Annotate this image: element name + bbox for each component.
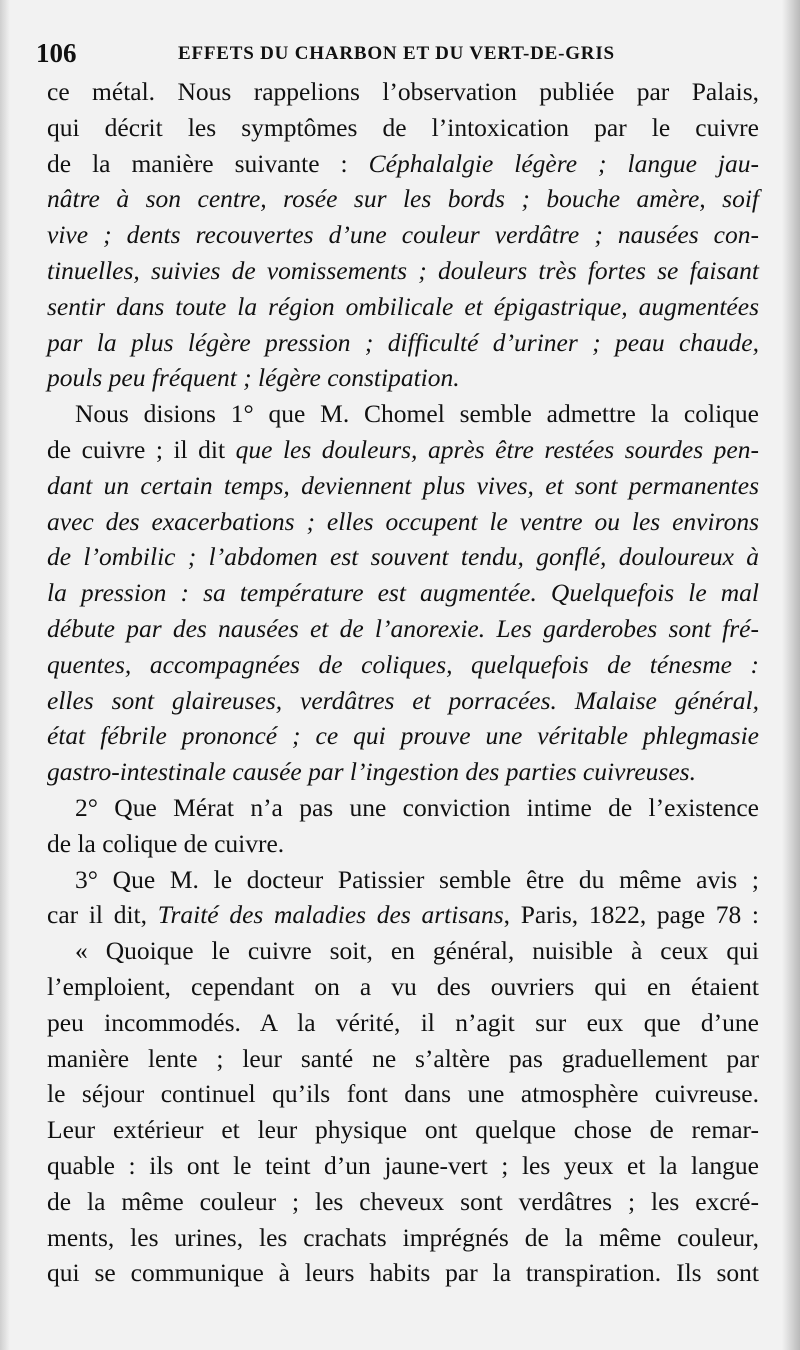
text-line [47,1148,759,1184]
text-line [47,181,759,217]
roman-text: Leur extérieur et leur physique ont quelque chose de remar- [47,1115,759,1145]
italic-text: gastro-intestinale causée par l’ingestion des parties cuivreuses. [47,757,696,787]
text-line [47,933,759,969]
roman-text: ce métal. Nous rappelions l’observation publiée par Palais, [47,77,759,106]
text-line [47,718,759,754]
text-line [47,74,759,110]
roman-text: quable : ils ont le teint d’un jaune-vert ; les yeux et la langue [47,1150,759,1180]
text-line [47,146,759,182]
italic-text: quentes, accompagnées de coliques, quelquefois de ténesme : [47,649,759,679]
roman-text: de cuivre ; il dit [47,434,236,464]
italic-text: que les douleurs, après être restées sourdes pen- [235,434,759,464]
roman-text: de la manière suivante : [47,148,369,178]
roman-text: Nous disions 1° que M. Chomel semble admettre la colique [75,399,759,429]
italic-text: Céphalalgie légère ; langue jau- [368,148,759,178]
italic-text: dant un certain temps, deviennent plus vives, et sont permanentes [47,470,759,500]
roman-text: , Paris, 1822, page 78 : [503,900,760,930]
text-line [47,575,759,611]
text-line [47,647,759,683]
running-head [36,38,766,68]
text-line [47,1255,759,1291]
text-line [47,1112,759,1148]
roman-text: car il dit, [47,900,158,930]
text-line [47,611,759,647]
roman-text: manière lente ; leur santé ne s’altère pas graduellement par [47,1043,759,1073]
text-line [47,1005,759,1041]
page-number: 106 [36,38,77,68]
text-line [47,325,759,361]
roman-text: ments, les urines, les crachats imprégnés de la même couleur, [47,1222,759,1252]
text-line [47,217,759,253]
italic-text: elles sont glaireuses, verdâtres et porracées. Malaise général, [47,685,759,715]
roman-text: le séjour continuel qu’ils font dans une atmosphère cuivreuse. [47,1079,759,1109]
text-line [47,253,759,289]
text-line [47,539,759,575]
text-line [47,1184,759,1220]
text-line [47,790,759,826]
italic-text: nâtre à son centre, rosée sur les bords ; bouche amère, soif [47,184,759,214]
italic-text: pouls peu fréquent ; légère constipation. [47,363,460,393]
italic-text: tinuelles, suivies de vomissements ; douleurs très fortes se faisant [47,255,759,285]
roman-text: peu incommodés. A la vérité, il n’agit sur eux que d’une [47,1007,759,1037]
roman-text: de la même couleur ; les cheveux sont verdâtres ; les excré- [47,1186,759,1216]
text-line [47,897,759,933]
italic-text: état fébrile prononcé ; ce qui prouve une véritable phlegmasie [47,721,759,751]
roman-text: 2° Que Mérat n’a pas une conviction intime de l’existence [75,792,759,822]
roman-text: qui décrit les symptômes de l’intoxication par le cuivre [47,112,759,142]
text-line [47,862,759,898]
text-line [47,110,759,146]
italic-text: avec des exacerbations ; elles occupent le ventre ou les environs [47,506,759,536]
text-line [47,432,759,468]
text-line [47,754,759,790]
text-line [47,468,759,504]
italic-text: de l’ombilic ; l’abdomen est souvent tendu, gonflé, douloureux à [47,542,759,572]
text-line [47,396,759,432]
text-line [47,1041,759,1077]
text-line [47,504,759,540]
italic-text: sentir dans toute la région ombilicale et épigastrique, augmentées [47,291,759,321]
roman-text: qui se communique à leurs habits par la transpiration. Ils sont [47,1258,759,1288]
italic-text: vive ; dents recouvertes d’une couleur verdâtre ; nausées con- [47,220,759,250]
italic-text: par la plus légère pression ; difficulté d’uriner ; peau chaude, [47,327,759,357]
roman-text: l’emploient, cependant on a vu des ouvriers qui en étaient [47,971,759,1001]
roman-text: 3° Que M. le docteur Patissier semble être du même avis ; [75,864,759,894]
text-line [47,1220,759,1256]
text-line [47,289,759,325]
text-line [47,969,759,1005]
body-text [47,74,759,1291]
italic-text: la pression : sa température est augmentée. Quelquefois le mal [47,578,759,608]
roman-text: de la colique de cuivre. [47,828,285,858]
text-line [47,1076,759,1112]
italic-text: Traité des maladies des artisans [157,900,504,930]
text-line [47,683,759,719]
running-head-title: EFFETS DU CHARBON ET DU VERT-DE-GRIS [178,43,615,64]
italic-text: débute par des nausées et de l’anorexie. Les garderobes sont fré- [47,613,759,643]
text-line [47,826,759,862]
text-line [47,360,759,396]
roman-text: « Quoique le cuivre soit, en général, nuisible à ceux qui [75,936,759,966]
